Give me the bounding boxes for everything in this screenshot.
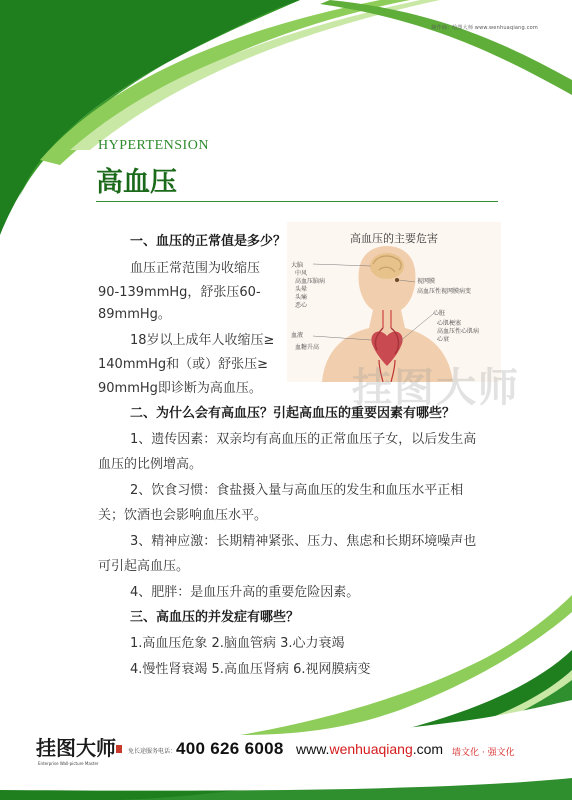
label-dizziness: 头晕 [295, 286, 308, 293]
website-prefix: www. [296, 741, 330, 757]
section3-heading: 三、高血压的并发症有哪些？ [130, 610, 300, 625]
english-title: HYPERTENSION [98, 138, 209, 153]
section2-line: 3、精神应激：长期精神紧张、压力、焦虑和长期环境噪声也 [130, 534, 477, 549]
section1-heading: 一、血压的正常值是多少？ [130, 234, 287, 249]
section1-line: 90-139mmHg，舒张压60- [98, 285, 261, 300]
section3-line: 4.慢性肾衰竭 5.高血压肾病 6.视网膜病变 [130, 662, 371, 677]
hotline-phone: 400 626 6008 [176, 739, 284, 758]
website-accent: wenhuaqiang [329, 741, 413, 757]
section2-line: 2、饮食习惯：食盐摄入量与高血压的发生和血压水平正相 [130, 483, 464, 498]
section2-heading: 二、为什么会有高血压？引起高血压的重要因素有哪些？ [130, 406, 456, 421]
title-divider [96, 201, 498, 202]
label-retinopathy: 高血压性视网膜病变 [417, 288, 472, 295]
label-blood: 血液 [291, 332, 304, 339]
poster-credit: 制作商：绘图大师 www.wenhuaqiang.com [431, 25, 538, 31]
brand-logo [34, 733, 124, 763]
figure-title: 高血压的主要危害 [350, 232, 438, 245]
label-retina: 视网膜 [417, 278, 436, 285]
section1-line: 90mmHg即诊断为高血压。 [98, 381, 262, 396]
label-brain: 大脑 [291, 262, 304, 269]
label-nausea: 恶心 [295, 302, 308, 309]
section1-line: 89mmHg。 [98, 307, 171, 322]
watermark: 挂图大师 [352, 365, 520, 411]
section2-line: 4、肥胖：是血压升高的重要危险因素。 [130, 585, 360, 600]
section1-line: 18岁以上成年人收缩压≥ [130, 333, 275, 348]
label-bp-rise: 血糖升高 [295, 344, 320, 351]
website-link[interactable] [296, 741, 443, 757]
logo-english: Enterprise Wall-picture Master [38, 761, 99, 766]
section2-line: 可引起高血压。 [98, 559, 190, 574]
label-encephalopathy: 高血压脑病 [295, 278, 326, 285]
logo-text: 挂图大师 [36, 736, 116, 760]
page-title: 高血压 [96, 167, 177, 198]
section2-line: 血压的比例增高。 [98, 457, 203, 472]
label-myocardial-infarction: 心肌梗塞 [437, 320, 462, 327]
hotline-label: 免长途服务电话： [128, 748, 177, 755]
section2-line: 1、遗传因素：双亲均有高血压的正常血压子女，以后发生高 [130, 432, 477, 447]
brand-slogan: 墙文化 · 强文化 [452, 748, 515, 758]
label-stroke: 中风 [295, 270, 308, 277]
label-headache: 头痛 [295, 294, 308, 301]
website-suffix: .com [412, 741, 444, 757]
section1-line: 140mmHg和（或）舒张压≥ [98, 357, 269, 372]
section3-line: 1.高血压危象 2.脑血管病 3.心力衰竭 [130, 636, 345, 651]
label-cardiomyopathy: 高血压性心肌病 [437, 328, 480, 335]
label-heart-failure: 心衰 [437, 336, 450, 343]
section1-line: 血压正常范围为收缩压 [130, 261, 261, 276]
section2-line: 关；饮酒也会影响血压水平。 [98, 508, 268, 523]
label-heart: 心脏 [433, 310, 446, 317]
